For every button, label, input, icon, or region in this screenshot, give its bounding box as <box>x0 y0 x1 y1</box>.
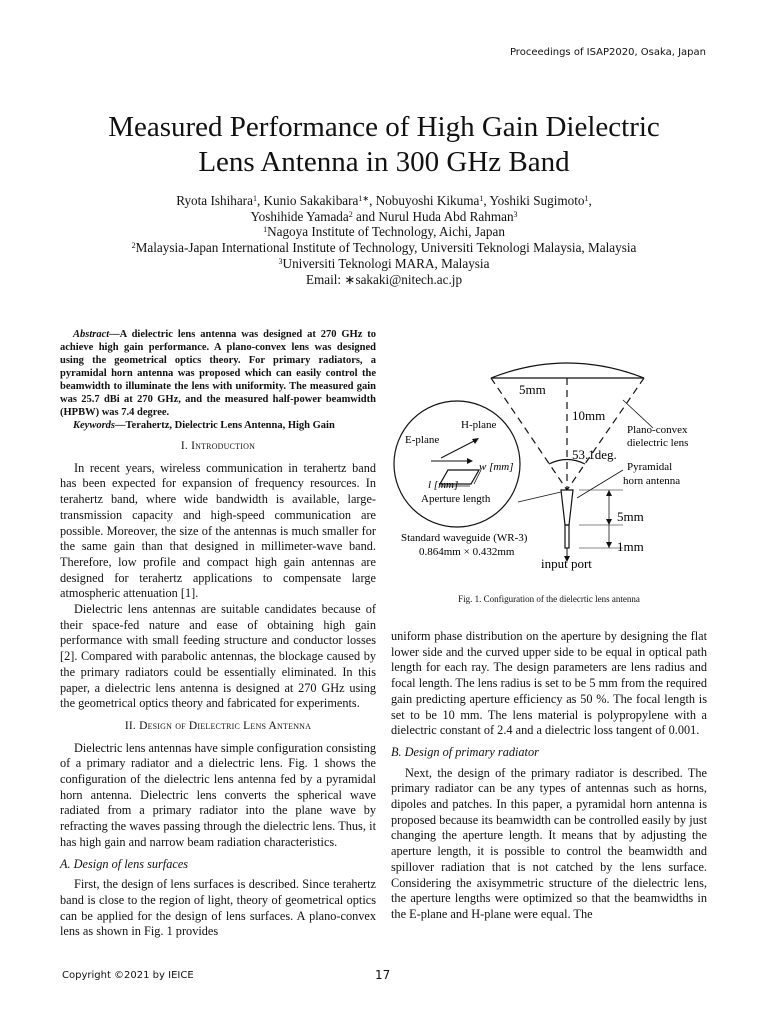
label-horn-2: horn antenna <box>623 475 681 487</box>
author-sup: 3 <box>513 209 518 219</box>
aff-text: Nagoya Institute of Technology, Aichi, Japan <box>267 224 505 240</box>
lens-shape <box>491 363 644 378</box>
author-name: Kunio Sakakibara <box>263 193 359 208</box>
author-name: Yoshihide Yamada <box>250 208 349 224</box>
aff-text: Malaysia-Japan International Institute of Technology, Universiti Teknologi Malaysia, Malaysia <box>135 240 637 256</box>
section-heading-1 <box>60 439 376 455</box>
section-num: I. <box>180 440 188 452</box>
author-sup: 1 <box>252 194 257 203</box>
section-heading-2 <box>60 719 376 735</box>
label-lens-1: Plano-convex <box>627 424 688 436</box>
bubble-leader <box>518 492 561 502</box>
author-block <box>0 193 768 287</box>
paragraph: First, the design of lens surfaces is described. Since terahertz band is close to the region of light, theory of geometrical optics can be applied for the design of lens surfaces. A plano-convex lens as shown in Fig. 1 provides <box>60 877 376 939</box>
author-sup: 2 <box>348 209 353 219</box>
label-aperture: Aperture length <box>421 493 491 505</box>
abstract <box>60 328 376 419</box>
dim-arrowhead-top <box>606 490 612 496</box>
author-sup: 1 <box>479 194 484 203</box>
waveguide-body <box>565 525 569 548</box>
label-l: l [mm] <box>428 479 459 491</box>
label-input-port: input port <box>541 556 592 571</box>
keywords <box>60 419 376 432</box>
paragraph: In recent years, wireless communication in terahertz band has been expected for expansion of frequency resources. In terahertz band, where wide bandwidth is available, large-transmission capacity and high-speed communication are possible. Moreover, the size of the antennas is much smaller for the same gain than that designed in millimeter-wave band. Therefore, low profile and compact high gain antennas are designed for terahertz applications to compensate large atmospheric attenuation [1]. <box>60 460 376 601</box>
paragraph: uniform phase distribution on the aperture by designing the flat lower side and the curved upper side to be equal in optical path length for each ray. The design parameters are lens radius and focal length. The lens radius is set to be 5 mm from the required gain predicting aperture efficiency as 50 %. The focal length is set to be 10 mm. The lens material is polypropylene with a dielectric constant of 2.4 and a dielectric loss tangent of 0.001. <box>391 629 707 738</box>
keywords-label: Keywords <box>73 420 115 431</box>
email: Email: ∗sakaki@nitech.ac.jp <box>305 271 463 287</box>
author-name: Ryota Ishihara <box>176 193 253 208</box>
subsection-heading-b: B. Design of primary radiator <box>391 744 539 759</box>
section-title: Introduction <box>191 440 256 452</box>
affiliation-3 <box>0 256 768 272</box>
horn-body <box>561 490 573 525</box>
section-num: II. <box>124 719 136 732</box>
author-name: Nobuyoshi Kikuma <box>375 193 480 208</box>
affiliation-2 <box>0 240 768 256</box>
paper-title <box>0 110 768 180</box>
label-focal: 10mm <box>572 408 606 423</box>
label-eplane: E-plane <box>405 434 440 446</box>
right-column <box>391 629 707 923</box>
author-sup: 1∗ <box>358 194 370 203</box>
paragraph: Dielectric lens antennas have simple configuration consisting of a primary radiator and a dielectric lens. Fig. 1 shows the configuration of the dielectric lens antenna fed by a pyramidal horn antenna. Dielectric lens converts the spherical wave radiated from a primary radiator into the plane wave by refracting the waves passing through the dielectric lens. Thus, it has high gain and narrow beam radiation characteristics. <box>60 740 376 849</box>
horn-leader <box>577 470 623 498</box>
title-line-1: Measured Performance of High Gain Dielectric <box>108 111 660 143</box>
figure-1-diagram <box>391 330 709 592</box>
subsection-heading-a: A. Design of lens surfaces <box>60 856 189 871</box>
abstract-text: —A dielectric lens antenna was designed at 270 GHz to achieve high gain performance. A plano-convex lens was designed using the geometrical optics theory. For primary radiators, a pyramidal horn antenna was proposed which can easily control the beamwidth to illuminate the lens with uniformity. The measured gain was 25.7 dBi at 270 GHz, and the measured half-power beamwidth (HPBW) was 7.4 degree. <box>60 329 376 418</box>
page-number: 17 <box>375 968 391 982</box>
author-line-1: Ryota Ishihara$^1$, Kunio Sakakibara$^{1∗}$, Nobuyoshi Kikuma$^1$, Yoshiki Sugimoto$^1$, <box>176 193 592 208</box>
conference-header: Proceedings of ISAP2020, Osaka, Japan <box>509 47 706 58</box>
dim-arrowhead-mid <box>606 519 612 525</box>
label-w: w [mm] <box>479 461 514 473</box>
author-name: Nurul Huda Abd Rahman <box>378 208 514 224</box>
label-waveguide-2: 0.864mm × 0.432mm <box>419 546 515 558</box>
keywords-text: —Terahertz, Dielectric Lens Antenna, High Gain <box>115 420 335 431</box>
label-lens-2: dielectric lens <box>627 437 689 449</box>
paragraph: Dielectric lens antennas are suitable candidates because of their space-fed nature and ease of obtaining high gain performance with small feeding structure and conductor losses [2]. Compared with parabolic antennas, the blockage caused by the primary radiators could be essentially eliminated. In this paper, a dielectric lens antenna is designed at 270 GHz using the geometrical optics theory and fabricated for experiments. <box>60 602 376 711</box>
aff-sup: 1 <box>263 225 268 235</box>
abstract-label: Abstract <box>73 329 110 340</box>
label-angle: 53.1deg. <box>572 447 617 462</box>
paragraph: Next, the design of the primary radiator is described. The primary radiator can be any types of antennas such as horns, dipoles and patches. In this paper, a pyramidal horn antenna is proposed because its beamwidth can be controlled easily by just changing the aperture length. It means that by adjusting the aperture length, it is possible to control the beamwidth and spillover radiation that is not catched by the lens surface. Considering the axisymmetric structure of the dielectric lens, the aperture lengths were optimized so that the beamwidths in the E-plane and H-plane were equal. The <box>391 765 707 921</box>
author-name: Yoshiki Sugimoto <box>489 193 585 208</box>
copyright: Copyright ©2021 by IEICE <box>62 970 194 981</box>
dim-arrowhead-bot <box>606 542 612 548</box>
author-sup: 1 <box>584 194 589 203</box>
label-wg-length: 1mm <box>617 539 644 554</box>
label-radius: 5mm <box>519 382 546 397</box>
label-waveguide-1: Standard waveguide (WR-3) <box>401 532 528 544</box>
section-title: Design of Dielectric Lens Antenna <box>139 719 312 732</box>
figure-caption: Fig. 1. Configuration of the dielecrtic lens antenna <box>458 594 640 604</box>
eplane-arrowhead <box>467 458 473 464</box>
label-horn-length: 5mm <box>617 509 644 524</box>
label-horn-1: Pyramidal <box>627 461 673 473</box>
aff-text: Universiti Teknologi MARA, Malaysia <box>282 255 490 271</box>
label-hplane: H-plane <box>461 419 497 431</box>
aff-sup: 3 <box>278 256 283 266</box>
aff-sup: 2 <box>131 241 136 251</box>
author-line-2: Yoshihide Yamada$^2$ and Nurul Huda Abd Rahman$^3$ <box>250 208 518 224</box>
hplane-arrow <box>441 440 476 458</box>
title-line-2: Lens Antenna in 300 GHz Band <box>198 146 570 178</box>
left-column <box>60 328 376 940</box>
affiliation-1 <box>0 224 768 240</box>
